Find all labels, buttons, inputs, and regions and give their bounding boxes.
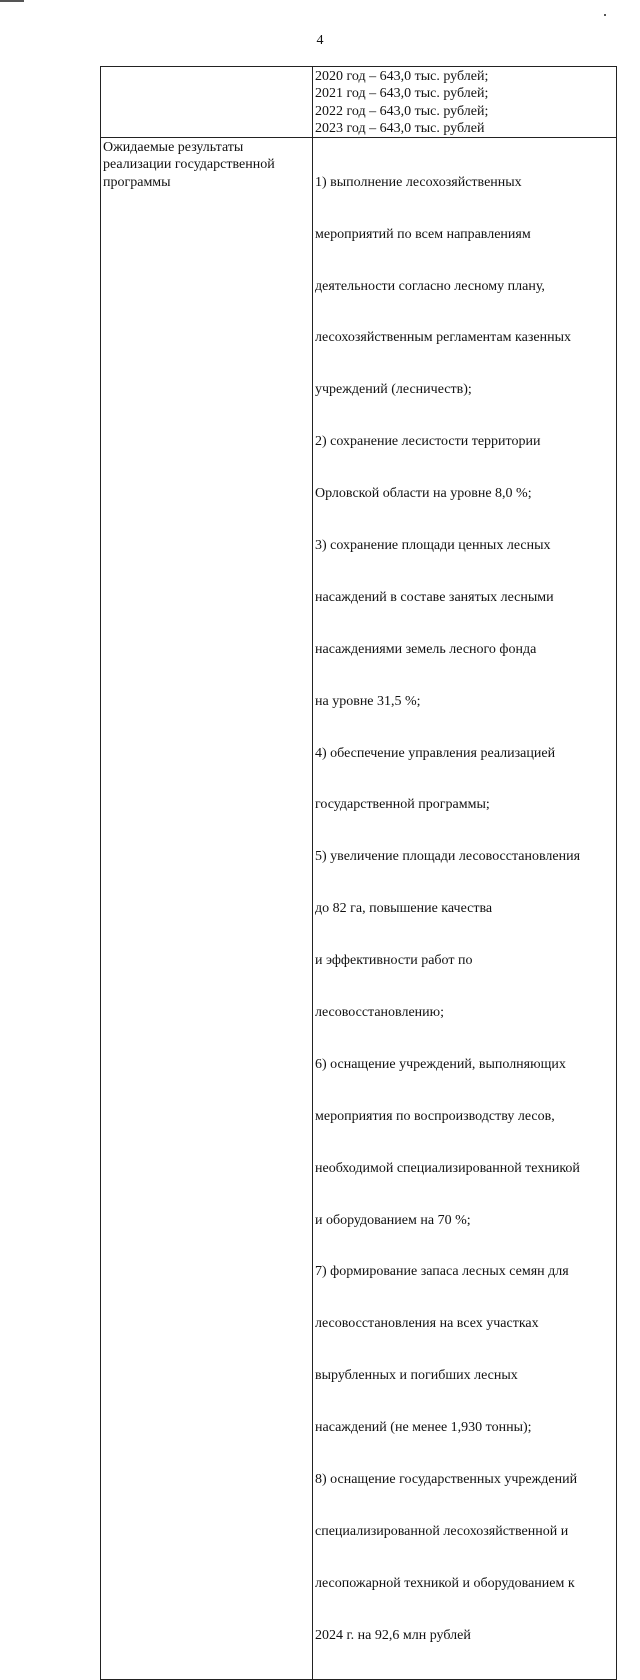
page-number: 4: [316, 33, 324, 48]
results-line: 2024 г. на 92,6 млн рублей: [315, 1627, 471, 1643]
results-line: лесовосстановления на всех участках: [315, 1316, 539, 1332]
results-line: и эффективности работ по: [315, 953, 473, 969]
results-line: 8) оснащение государственных учреждений: [315, 1472, 578, 1488]
results-line: специализированной лесохозяйственной и: [315, 1523, 569, 1539]
results-line: 2) сохранение лесистости территории: [315, 434, 541, 450]
results-line: до 82 га, повышение качества: [315, 901, 493, 917]
results-values-cell: [313, 138, 617, 1679]
results-line: насаждениями земель лесного фонда: [315, 641, 537, 657]
program-passport-table: [100, 66, 617, 1680]
results-line: деятельности согласно лесному плану,: [315, 278, 545, 294]
results-line: необходимой специализированной техникой: [315, 1160, 580, 1176]
results-line: государственной программы;: [315, 797, 490, 813]
results-line: вырубленных и погибших лесных: [315, 1368, 518, 1384]
table-row-funding: [101, 67, 617, 138]
results-line: лесовосстановлению;: [315, 1005, 445, 1021]
results-label-line: Ожидаемые результаты: [103, 140, 244, 156]
results-line: 1) выполнение лесохозяйственных: [315, 174, 522, 190]
funding-values-cell: [313, 67, 617, 138]
results-line: на уровне 31,5 %;: [315, 693, 421, 709]
funding-line: 2022 год – 643,0 тыс. рублей;: [315, 103, 489, 119]
results-line: 3) сохранение площади ценных лесных: [315, 538, 551, 554]
results-label-cell: [101, 138, 313, 1679]
results-line: 7) формирование запаса лесных семян для: [315, 1264, 569, 1280]
scan-artifact-top-right: [604, 14, 606, 16]
scan-artifact-top-left: [0, 0, 24, 2]
funding-line: 2020 год – 643,0 тыс. рублей;: [315, 69, 489, 84]
results-line: мероприятий по всем направлениям: [315, 226, 531, 242]
results-line: и оборудованием на 70 %;: [315, 1212, 471, 1228]
results-line: насаждений (не менее 1,930 тонны);: [315, 1420, 532, 1436]
results-line: насаждений в составе занятых лесными: [315, 589, 554, 605]
funding-line: 2021 год – 643,0 тыс. рублей;: [315, 86, 489, 102]
results-line: 5) увеличение площади лесовосстановления: [315, 849, 581, 865]
funding-line: 2023 год – 643,0 тыс. рублей: [315, 120, 485, 136]
results-line: лесопожарной техникой и оборудованием к: [315, 1575, 575, 1591]
results-line: 6) оснащение учреждений, выполняющих: [315, 1056, 566, 1072]
results-line: мероприятия по воспроизводству лесов,: [315, 1108, 555, 1124]
results-line: Орловской области на уровне 8,0 %;: [315, 486, 532, 502]
results-line: лесохозяйственным регламентам казенных: [315, 330, 571, 346]
results-line: 4) обеспечение управления реализацией: [315, 745, 556, 761]
table-row-expected-results: [101, 138, 617, 1679]
results-line: учреждений (лесничеств);: [315, 382, 472, 398]
results-label-line: реализации государственной: [103, 157, 275, 173]
funding-label-cell: [101, 67, 313, 138]
results-label-line: программы: [103, 174, 171, 190]
